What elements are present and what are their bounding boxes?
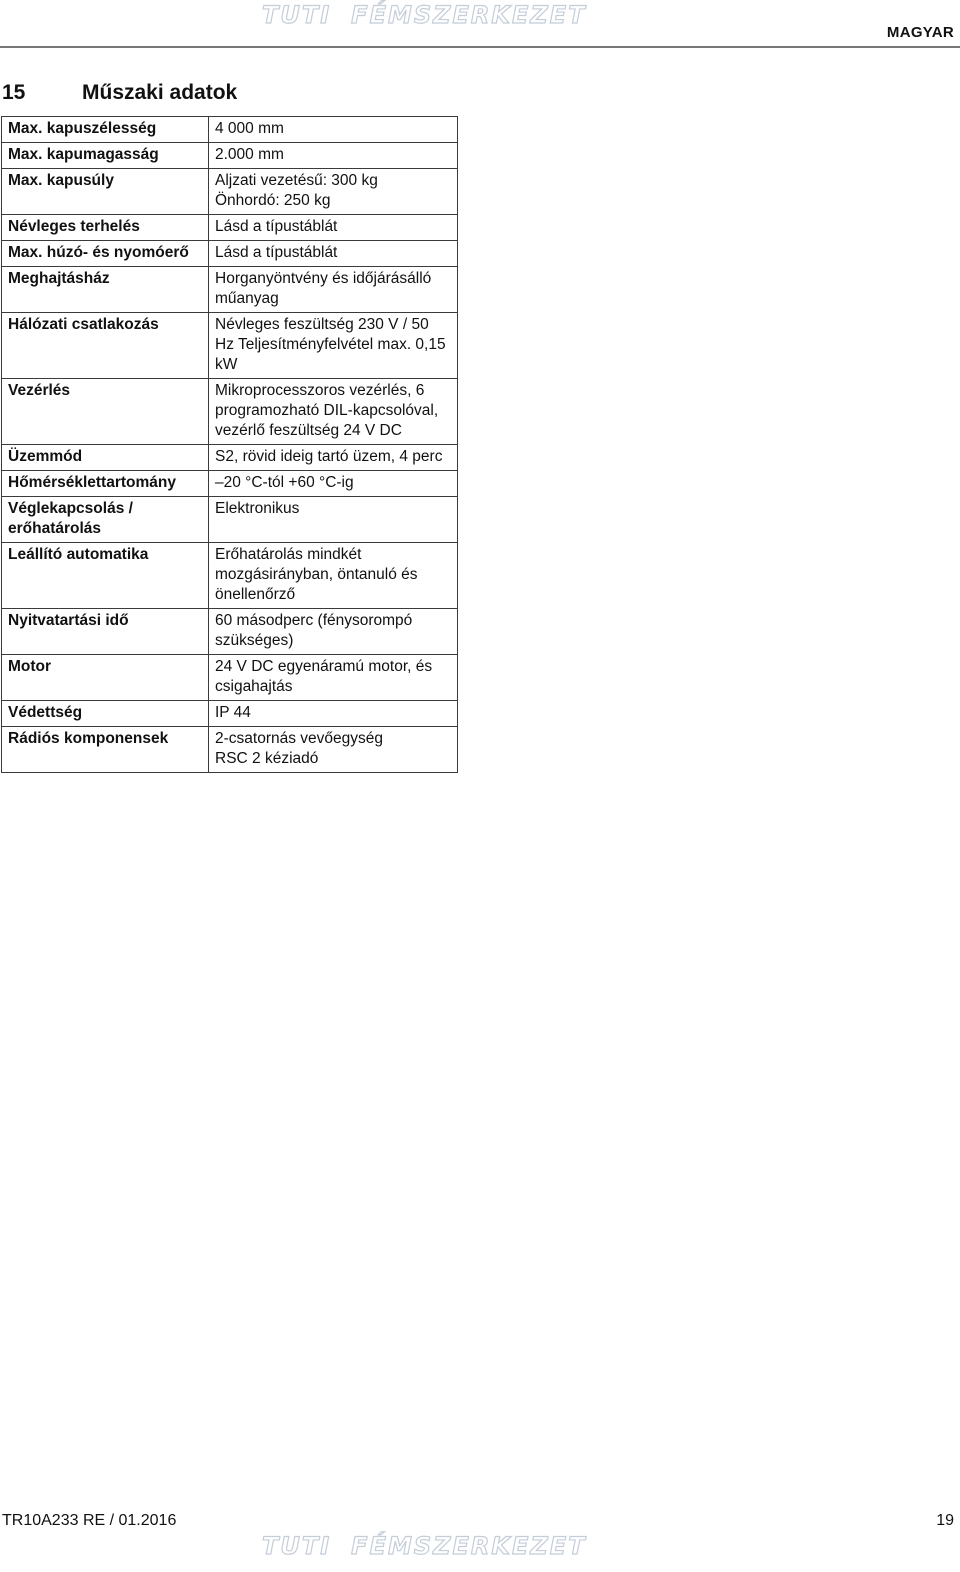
technical-data-body <box>2 117 458 773</box>
section-number: 15 <box>2 81 26 104</box>
spec-value-line: 2-csatornás vevőegység <box>215 730 384 747</box>
spec-label: Véglekapcsolás / erőhatárolás <box>2 497 209 543</box>
spec-value <box>209 497 458 543</box>
watermark-top-word-2: FÉMSZERKEZET <box>351 1 587 29</box>
spec-value-line: Lásd a típustáblát <box>215 218 338 235</box>
spec-value <box>209 313 458 379</box>
table-row <box>2 379 458 445</box>
spec-value <box>209 727 458 773</box>
spec-label: Motor <box>2 655 209 701</box>
spec-value-line: 2.000 mm <box>215 146 284 163</box>
spec-value-line: Névleges feszültség 230 V / 50 Hz Teljesítményfelvétel max. 0,15 kW <box>215 316 446 373</box>
table-row <box>2 267 458 313</box>
table-row <box>2 727 458 773</box>
document-code: TR10A233 RE / 01.2016 <box>2 1512 177 1529</box>
spec-label: Max. húzó- és nyomóerő <box>2 241 209 267</box>
spec-value <box>209 241 458 267</box>
table-row <box>2 215 458 241</box>
table-row <box>2 241 458 267</box>
spec-value <box>209 543 458 609</box>
spec-value-line: Erőhatárolás mindkét mozgásirányban, öntanuló és önellenőrző <box>215 546 418 603</box>
spec-value-line: Elektronikus <box>215 500 300 517</box>
spec-label: Hálózati csatlakozás <box>2 313 209 379</box>
table-row <box>2 655 458 701</box>
table-row <box>2 117 458 143</box>
spec-value <box>209 267 458 313</box>
watermark-bottom-word-1: TUTI <box>262 1532 332 1560</box>
spec-value-line: Lásd a típustáblát <box>215 244 338 261</box>
spec-label: Védettség <box>2 701 209 727</box>
table-row <box>2 169 458 215</box>
section-heading <box>2 81 237 105</box>
spec-label: Max. kapusúly <box>2 169 209 215</box>
spec-value <box>209 143 458 169</box>
spec-value-line: IP 44 <box>215 704 251 721</box>
watermark-top <box>262 1 587 29</box>
table-row <box>2 497 458 543</box>
spec-value <box>209 169 458 215</box>
section-title: Műszaki adatok <box>82 81 238 104</box>
spec-value-line: Horganyöntvény és időjárásálló műanyag <box>215 270 432 307</box>
table-row <box>2 471 458 497</box>
spec-label: Hőmérséklettartomány <box>2 471 209 497</box>
spec-label: Meghajtásház <box>2 267 209 313</box>
spec-value <box>209 215 458 241</box>
spec-value <box>209 701 458 727</box>
watermark-bottom <box>262 1532 587 1560</box>
spec-label: Max. kapumagasság <box>2 143 209 169</box>
spec-value-line: –20 °C-tól +60 °C-ig <box>215 474 354 491</box>
spec-value-line: 60 másodperc (fénysorompó szükséges) <box>215 612 413 649</box>
spec-label: Rádiós komponensek <box>2 727 209 773</box>
spec-label: Max. kapuszélesség <box>2 117 209 143</box>
spec-value <box>209 117 458 143</box>
table-row <box>2 609 458 655</box>
spec-label: Nyitvatartási idő <box>2 609 209 655</box>
spec-value-line: Önhordó: 250 kg <box>215 192 331 209</box>
language-label: MAGYAR <box>886 24 954 41</box>
spec-label: Leállító automatika <box>2 543 209 609</box>
table-row <box>2 543 458 609</box>
spec-label: Névleges terhelés <box>2 215 209 241</box>
spec-value-line: S2, rövid ideig tartó üzem, 4 perc <box>215 448 443 465</box>
spec-value-line: 24 V DC egyenáramú motor, és csigahajtás <box>215 658 433 695</box>
spec-label: Vezérlés <box>2 379 209 445</box>
table-row <box>2 143 458 169</box>
spec-value-line: 4 000 mm <box>215 120 284 137</box>
spec-value <box>209 609 458 655</box>
header-divider <box>0 46 960 48</box>
table-row <box>2 701 458 727</box>
spec-value <box>209 379 458 445</box>
page-number: 19 <box>936 1512 954 1529</box>
watermark-bottom-word-2: FÉMSZERKEZET <box>351 1532 587 1560</box>
spec-value <box>209 655 458 701</box>
watermark-top-word-1: TUTI <box>262 1 332 29</box>
spec-value-line: Aljzati vezetésű: 300 kg <box>215 172 378 189</box>
technical-data-table <box>1 116 458 773</box>
spec-value <box>209 471 458 497</box>
spec-value-line: Mikroprocesszoros vezérlés, 6 programozható DIL-kapcsolóval, vezérlő feszültség 24 V DC <box>215 382 439 439</box>
spec-value <box>209 445 458 471</box>
table-row <box>2 445 458 471</box>
spec-label: Üzemmód <box>2 445 209 471</box>
spec-value-line: RSC 2 kéziadó <box>215 750 319 767</box>
table-row <box>2 313 458 379</box>
